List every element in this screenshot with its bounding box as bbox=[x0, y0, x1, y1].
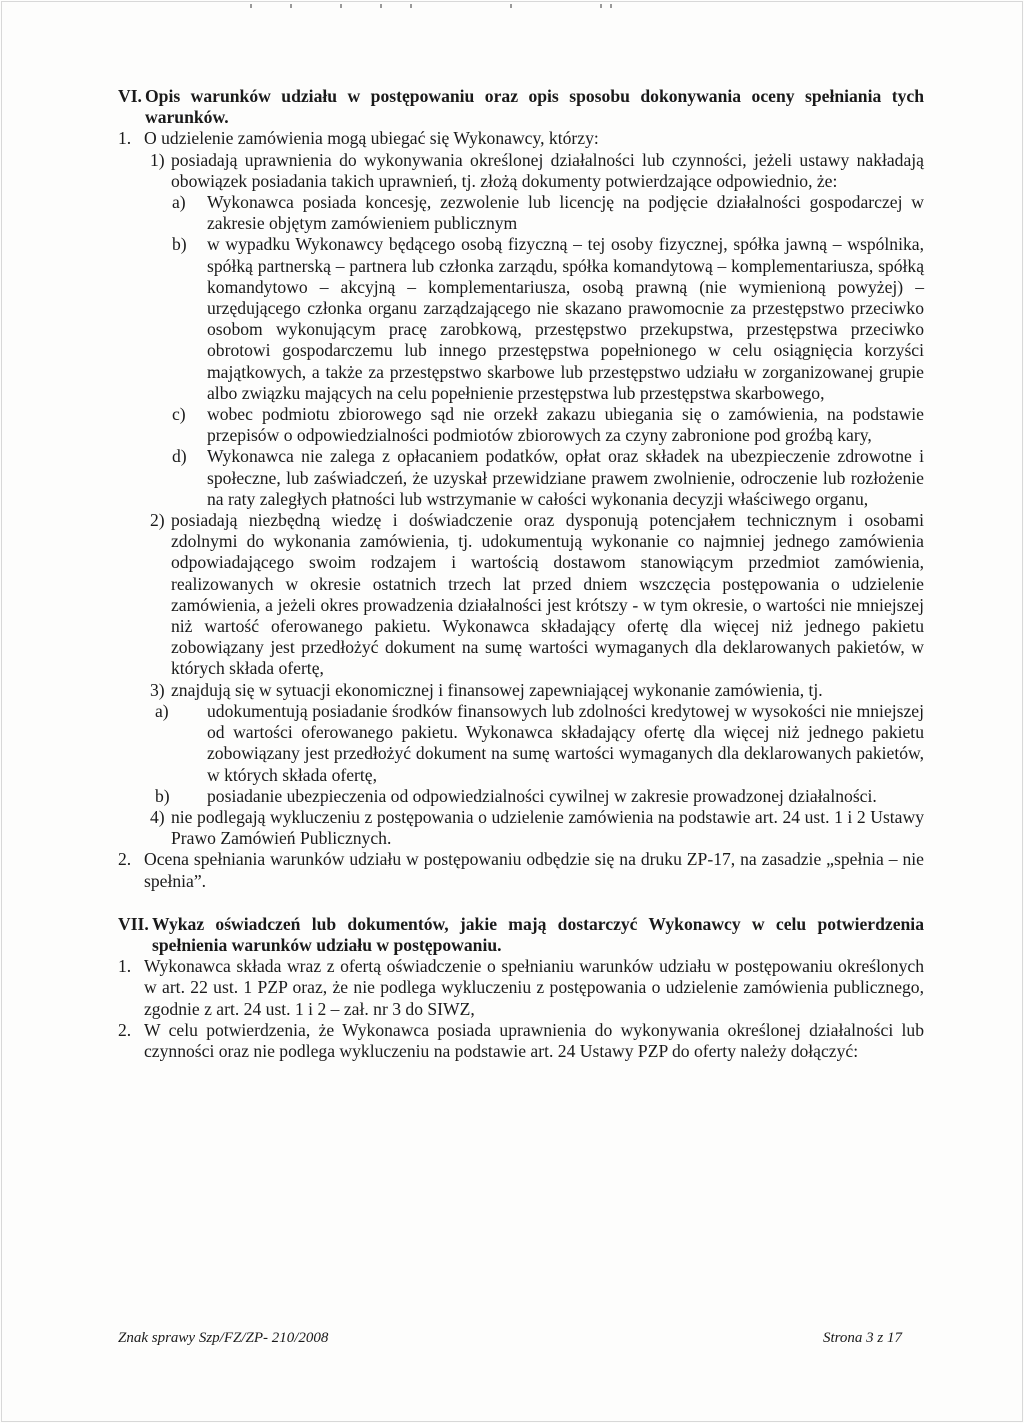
item-label: 2) bbox=[150, 510, 165, 531]
point-label: 2. bbox=[118, 849, 132, 870]
section-gap bbox=[118, 892, 924, 914]
section-6-title: Opis warunków udziału w postępowaniu oraz opis sposobu dokonywania oceny spełniania tych warunków. bbox=[145, 86, 924, 128]
section-6-number: VI. bbox=[118, 86, 142, 106]
sub-text: wobec podmiotu zbiorowego sąd nie orzekł zakazu ubiegania się o zamówienia, na podstawie przepisów o odpowiedzialności podmiotów zbiorowych za czyny zabronione pod groźbą kary, bbox=[207, 404, 924, 446]
section-6-point-1-item-2 bbox=[150, 510, 924, 680]
section-6-item-1-sub-a bbox=[172, 192, 924, 234]
item-text: posiadają uprawnienia do wykonywania określonej działalności lub czynności, jeżeli ustawy nakładają obowiązek posiadania takich uprawnień, tj. złożą dokumenty potwierdzające odpowiednio, że: bbox=[171, 149, 924, 191]
section-6-item-1-sub-b bbox=[172, 234, 924, 404]
section-7-point-1 bbox=[118, 956, 924, 1020]
sub-label: d) bbox=[172, 446, 187, 467]
sub-text: Wykonawca nie zalega z opłacaniem podatków, opłat oraz składek na ubezpieczenie zdrowotne i społeczne, lub zaświadczeń, że uzyskał przewidziane prawem zwolnienie, odroczenie lub rozłożenie na raty zaległych płatności lub wstrzymanie w całości wykonania decyzji właściwego organu, bbox=[207, 446, 924, 509]
item-text: znajdują się w sytuacji ekonomicznej i finansowej zapewniającej wykonanie zamówienia, tj. bbox=[171, 679, 823, 700]
section-7-heading bbox=[118, 914, 924, 956]
page-footer bbox=[118, 1330, 902, 1347]
item-label: 1) bbox=[150, 149, 165, 170]
section-6-point-1-item-3 bbox=[150, 680, 924, 701]
point-text: Wykonawca składa wraz z ofertą oświadczenie o spełnianiu warunków udziału w postępowaniu określonych w art. 22 ust. 1 PZP oraz, że nie podlega wykluczeniu z postępowania o udzielenie zamówienia publicznego, zgodnie z art. 24 ust. 1 i 2 – zał. nr 3 do SIWZ, bbox=[144, 956, 924, 1019]
sub-label: c) bbox=[172, 404, 186, 425]
point-label: 2. bbox=[118, 1019, 132, 1040]
point-label: 1. bbox=[118, 956, 132, 977]
section-6-point-2 bbox=[118, 849, 924, 891]
item-text: posiadają niezbędną wiedzę i doświadczenie oraz dysponują potencjałem technicznym i osobami zdolnymi do wykonania zamówienia, tj. udokumentują wykonanie co najmniej jednego zamówienia odpowiadającego swoim rodzajem i wartością dostawom stanowiącym przedmiot zamówienia, realizowanych w okresie ostatnich trzech lat przed dniem wszczęcia postępowania o udzielenie zamówienia, a jeżeli okres prowadzenia działalności jest krótszy - w tym okresie, o wartości nie mniejszej niż wartość oferowanego pakietu. Wykonawca składający ofertę dla więcej niż jednego pakietu zobowiązany jest przedłożyć dokument na sumę wartości wymaganych dla deklarowanych pakietów, w których składa ofertę, bbox=[171, 510, 924, 679]
sub-text: w wypadku Wykonawcy będącego osobą fizyczną – tej osoby fizycznej, spółka jawną – wspólnika, spółką partnerską – partnera lub członka zarządu, spółka komandytową – komplementariusza, spółką komandytowo – akcyjną – komplementariusza, osobą prawną (nie wymienioną powyżej) – urzędującego członka organu zarządzającego nie skazano prawomocnie za przestępstwo przeciwko osobom wykonującym pracę zarobkową, przestępstwo przekupstwa, przestępstwa przeciwko obrotowi gospodarczemu lub innego przestępstwa popełnionego w celu osiągnięcia korzyści majątkowych, a także za przestępstwo skarbowe lub przestępstwo udziału w zorganizowanej grupie albo związku mających na celu popełnienie przestępstwa lub przestępstwa skarbowego, bbox=[207, 234, 924, 403]
section-7-title: Wykaz oświadczeń lub dokumentów, jakie mają dostarczyć Wykonawcy w celu potwierdzenia spełnienia warunków udziału w postępowaniu. bbox=[152, 913, 924, 955]
scan-marks bbox=[80, 4, 680, 10]
page-number: Strona 3 z 17 bbox=[822, 1330, 902, 1346]
item-text: nie podlegają wykluczeniu z postępowania o udzielenie zamówienia na podstawie art. 24 ust. 1 i 2 Ustawy Prawo Zamówień Publicznych. bbox=[171, 806, 924, 849]
sub-text: posiadanie ubezpieczenia od odpowiedzialności cywilnej w zakresie prowadzonej działalności. bbox=[207, 785, 877, 806]
sub-text: udokumentują posiadanie środków finansowych lub zdolności kredytowej w wysokości nie mniejszej od wartości oferowanego pakietu. Wykonawca składający ofertę dla więcej niż jednego pakietu zobowiązany jest przedłożyć dokument na sumę wartości wymaganych dla deklarowanych pakietów, w których składa ofertę, bbox=[207, 700, 924, 785]
point-text: O udzielenie zamówienia mogą ubiegać się Wykonawcy, którzy: bbox=[144, 128, 599, 149]
sub-label: b) bbox=[172, 234, 187, 255]
point-text: Ocena spełniania warunków udziału w postępowaniu odbędzie się na druku ZP-17, na zasadzie „spełnia – nie spełnia”. bbox=[144, 849, 924, 891]
section-7-point-2 bbox=[118, 1020, 924, 1062]
section-6-heading bbox=[118, 86, 924, 128]
section-6-item-3-sub-b bbox=[155, 786, 924, 807]
sub-text: Wykonawca posiada koncesję, zezwolenie lub licencję na podjęcie działalności gospodarczej w zakresie objętym zamówieniem publicznym bbox=[207, 192, 924, 234]
section-6-item-1-sub-d bbox=[172, 446, 924, 510]
point-text: W celu potwierdzenia, że Wykonawca posiada uprawnienia do wykonywania określonej działalności lub czynności oraz nie podlega wykluczeniu na podstawie art. 24 Ustawy PZP do oferty należy dołączyć: bbox=[144, 1019, 924, 1061]
item-label: 3) bbox=[150, 679, 165, 700]
item-label: 4) bbox=[150, 806, 165, 827]
point-label: 1. bbox=[118, 128, 132, 149]
section-7-number: VII. bbox=[118, 913, 149, 934]
section-6-item-3-sub-a bbox=[155, 701, 924, 786]
section-6-point-1-item-1 bbox=[150, 150, 924, 192]
sub-label: a) bbox=[155, 700, 169, 721]
sub-label: b) bbox=[155, 785, 170, 806]
case-number: Znak sprawy Szp/FZ/ZP- 210/2008 bbox=[118, 1330, 329, 1346]
section-6-point-1-item-4 bbox=[150, 807, 924, 849]
sub-label: a) bbox=[172, 192, 186, 213]
section-6-point-1 bbox=[118, 128, 924, 149]
section-6-item-1-sub-c bbox=[172, 404, 924, 446]
document-content bbox=[118, 86, 924, 1062]
